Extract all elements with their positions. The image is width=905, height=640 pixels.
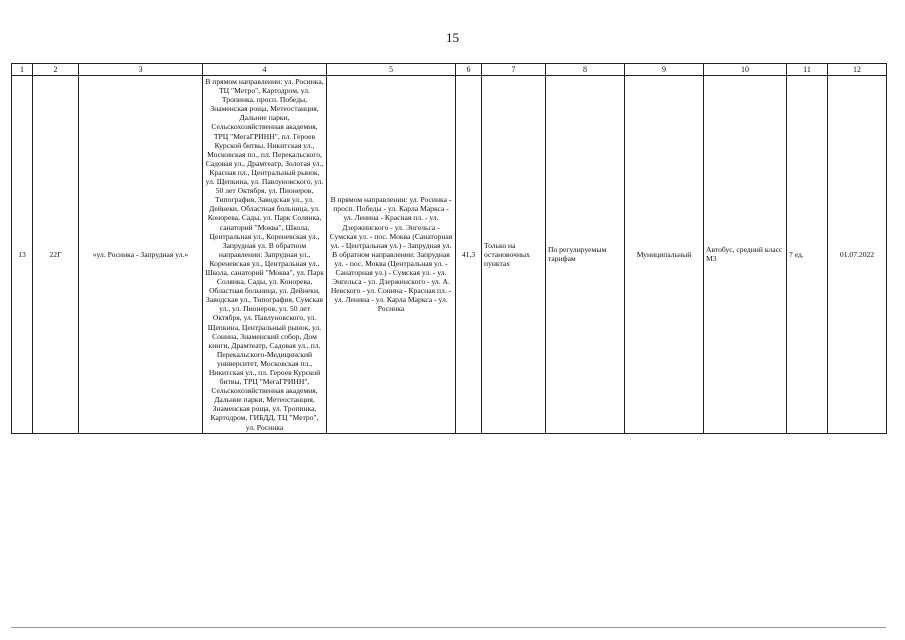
page-number: 15 <box>446 30 459 45</box>
start-date-cell: 01.07.2022 <box>828 76 887 434</box>
column-header: 6 <box>456 64 482 76</box>
column-header: 11 <box>787 64 828 76</box>
length-cell: 41,3 <box>456 76 482 434</box>
column-header: 1 <box>12 64 33 76</box>
transport-type-cell: Муниципальный <box>625 76 704 434</box>
column-header: 5 <box>327 64 456 76</box>
table-row <box>12 76 887 434</box>
column-header: 4 <box>203 64 327 76</box>
column-header: 12 <box>828 64 887 76</box>
vehicle-cell: Автобус, средний класс М3 <box>704 76 787 434</box>
column-header: 8 <box>546 64 625 76</box>
stop-order-cell: Только на остановочных пунктах <box>482 76 546 434</box>
tariff-cell: По регулируемым тарифам <box>546 76 625 434</box>
route-name-cell: «ул. Росинка - Запрудная ул.» <box>79 76 203 434</box>
column-header: 3 <box>79 64 203 76</box>
streets-cell: В прямом направлении: ул. Росинка, ТЦ "Метро", Картодром, ул. Тропинка, просп. Победы, Знаменская роща, Метеостанция, Дальние парки, Сельскохозяйственная академия, ТРЦ "МегаГРИНН", пл. Героев Курской битвы, Никитская ул., Московская пл., пл. Перекальского, Садовая ул., Драмтеатр, Золотая ул., Красная пл., Центральный рынок, ул. Щепкина, ул. Павлуновского, ул. 50 лет Октября, ул. Пионеров, Типография, Заводская ул., ул. Дейнеки, Областная больница, ул. Конорева, Сады, ул. Парк Солянка, санаторий "Моква", Школа, Центральная ул., Кореневская ул., Запрудная ул. В обратном направлении: Запрудная ул., Кореневская ул., Центральная ул., Школа, санаторий "Моква", ул. Парк Солянка, Сады, ул. Конорева, Областная больница, ул. Дейнеки, Заводская ул., Типография, Сумская ул., ул. Пионеров, ул. 50 лет Октября, ул. Павлуновского, ул. Щепкина, Центральный рынок, ул. Сонина, Знаменский собор, Дом книги, Драмтеатр, Садовая ул., пл. Перекальского-Медицинский университет, Московская пл., Никитская ул., пл. Героев Курской битвы, ТРЦ "МегаГРИНН", Сельскохозяйственная академия, Дальние парки, Метеостанция, Знаменская роща, ул. Тропинка, Картодром, ГИБДД, ТЦ "Метро", ул. Росинка <box>203 76 327 434</box>
route-number-cell: 22Г <box>33 76 79 434</box>
header-row <box>12 64 887 76</box>
column-header: 2 <box>33 64 79 76</box>
page-bottom-divider <box>11 627 886 628</box>
vehicle-count-cell: 7 ед. <box>787 76 828 434</box>
route-table <box>11 63 887 434</box>
row-number-cell: 13 <box>12 76 33 434</box>
column-header: 10 <box>704 64 787 76</box>
column-header: 9 <box>625 64 704 76</box>
stops-cell: В прямом направлении: ул. Росинка - просп. Победы - ул. Карла Маркса - ул. Ленина - Красная пл. - ул. Дзержинского - ул. Энгельса - Сумская ул. - пос. Моква (Санаторная ул. - Центральная ул.) - Запрудная ул. В обратном направлении: Запрудная ул. - пос. Моква (Центральная ул. - Санаторная ул.) - Сумская ул. - ул. Энгельса - ул. Дзержинского - ул. А. Невского - ул. Сонина - Красная пл. - ул. Ленина - ул. Карла Маркса - ул. Росинка <box>327 76 456 434</box>
column-header: 7 <box>482 64 546 76</box>
